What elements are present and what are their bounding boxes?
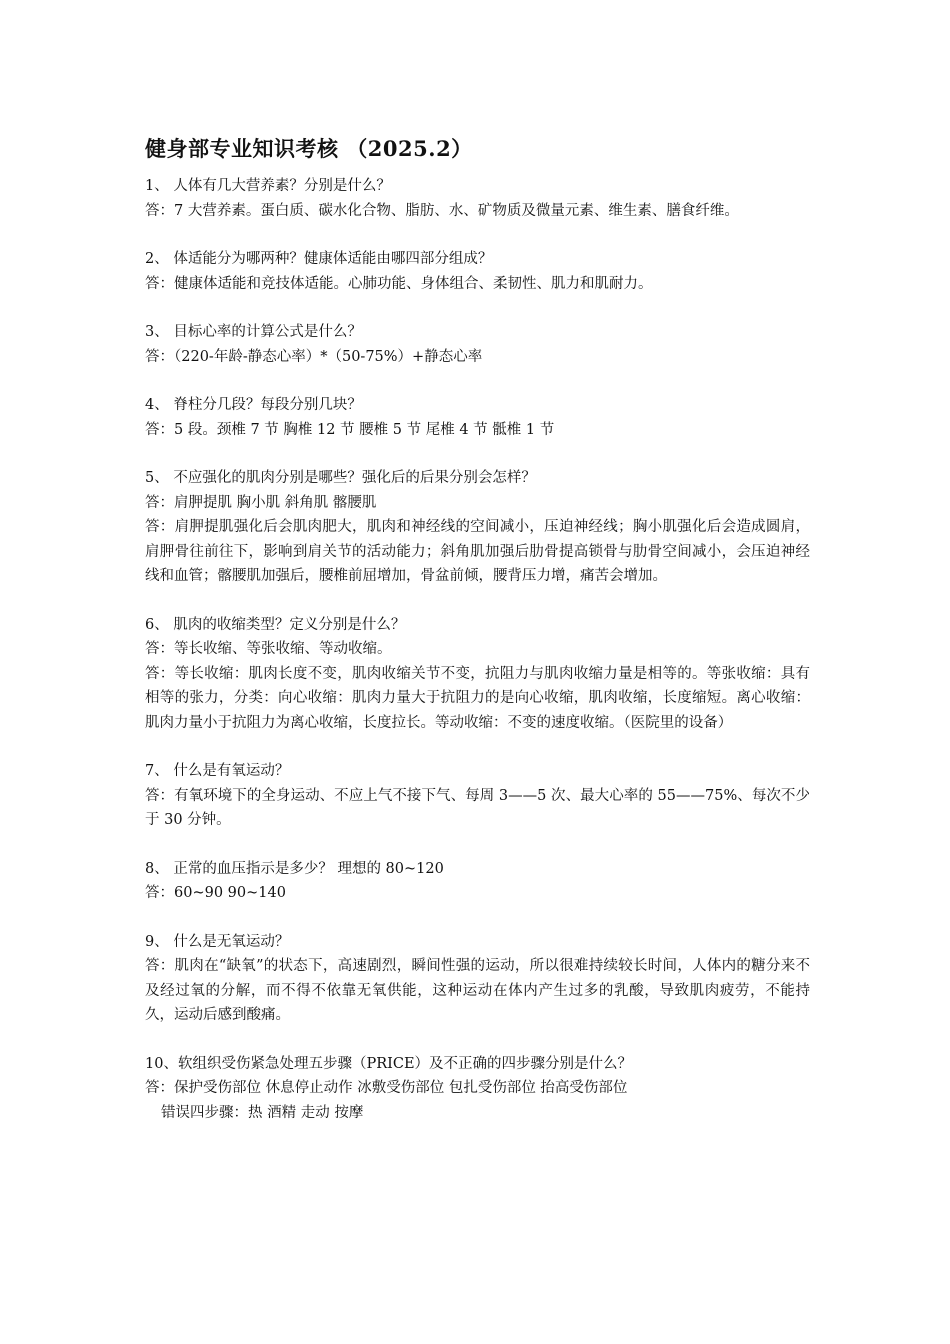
document-title: 健身部专业知识考核 （2025.2）: [145, 136, 473, 161]
answer-3: 答：（220-年龄-静态心率）*（50-75%）+静态心率: [145, 348, 483, 365]
answer-6-short: 答：等长收缩、等张收缩、等动收缩。: [145, 641, 392, 657]
qa-item-2: [145, 247, 810, 296]
qa-item-10: [145, 1052, 810, 1126]
answer-9: 答：肌肉在“缺氧”的状态下，高速剧烈，瞬间性强的运动，所以很难持续较长时间，人体内的糖分来不及经过氧的分解，而不得不依靠无氧供能，这种运动在体内产生过多的乳酸，导致肌肉疲劳，不能持久，运动后感到酸痛。: [145, 958, 810, 1023]
answer-1: 答：7 大营养素。蛋白质、碳水化合物、脂肪、水、矿物质及微量元素、维生素、膳食纤维。: [145, 202, 739, 219]
answer-4: 答：5 段。颈椎 7 节 胸椎 12 节 腰椎 5 节 尾椎 4 节 骶椎 1 节: [145, 421, 555, 438]
qa-item-1: [145, 174, 810, 223]
document-page: [145, 134, 810, 1149]
question-10: 10、软组织受伤紧急处理五步骤（PRICE）及不正确的四步骤分别是什么？: [145, 1055, 633, 1072]
question-8: 8、 正常的血压指示是多少？ 理想的 80~120: [145, 860, 444, 877]
answer-2: 答：健康体适能和竞技体适能。心肺功能、身体组合、柔韧性、肌力和肌耐力。: [145, 275, 653, 292]
question-4: 4、 脊柱分几段？每段分别几块？: [145, 397, 362, 413]
answer-6-detail: 答：等长收缩：肌肉长度不变，肌肉收缩关节不变，抗阻力与肌肉收缩力量是相等的。等张收缩：具有相等的张力，分类：向心收缩：肌肉力量大于抗阻力的是向心收缩，肌肉收缩，长度缩短。离心收缩：肌肉力量小于抗阻力为离心收缩，长度拉长。等动收缩：不变的速度收缩。（医院里的设备）: [145, 665, 810, 731]
question-9: 9、 什么是无氧运动？: [145, 933, 290, 950]
answer-10: 答：保护受伤部位 休息停止动作 冰敷受伤部位 包扎受伤部位 抬高受伤部位: [145, 1080, 628, 1096]
question-7: 7、 什么是有氧运动？: [145, 763, 290, 779]
answer-10-wrong-steps: 错误四步骤：热 酒精 走动 按摩: [161, 1104, 364, 1121]
answer-8: 答：60~90 90~140: [145, 885, 286, 901]
answer-5-short: 答：肩胛提肌 胸小肌 斜角肌 髂腰肌: [145, 494, 377, 511]
answer-5-detail: 答：肩胛提肌强化后会肌肉肥大，肌肉和神经线的空间减小，压迫神经线；胸小肌强化后会造成圆肩，肩胛骨往前往下，影响到肩关节的活动能力；斜角肌加强后肋骨提高锁骨与肋骨空间减小，会压迫神经线和血管；髂腰肌加强后，腰椎前屈增加，骨盆前倾，腰背压力增，痛苦会增加。: [145, 519, 810, 584]
question-6: 6、 肌肉的收缩类型？定义分别是什么？: [145, 616, 406, 633]
question-1: 1、 人体有几大营养素？分别是什么？: [145, 178, 391, 194]
qa-item-9: [145, 930, 810, 1028]
qa-item-5: [145, 466, 810, 589]
question-3: 3、 目标心率的计算公式是什么？: [145, 324, 362, 340]
qa-item-6: [145, 613, 810, 736]
question-2: 2、 体适能分为哪两种？健康体适能由哪四部分组成？: [145, 251, 493, 267]
answer-7: 答：有氧环境下的全身运动、不应上气不接下气、每周 3——5 次、最大心率的 55——75%、每次不少于 30 分钟。: [145, 787, 810, 828]
qa-item-4: [145, 393, 810, 442]
qa-item-8: [145, 857, 810, 906]
question-5: 5、 不应强化的肌肉分别是哪些？强化后的后果分别会怎样？: [145, 470, 536, 486]
qa-item-7: [145, 759, 810, 833]
qa-item-3: [145, 320, 810, 369]
